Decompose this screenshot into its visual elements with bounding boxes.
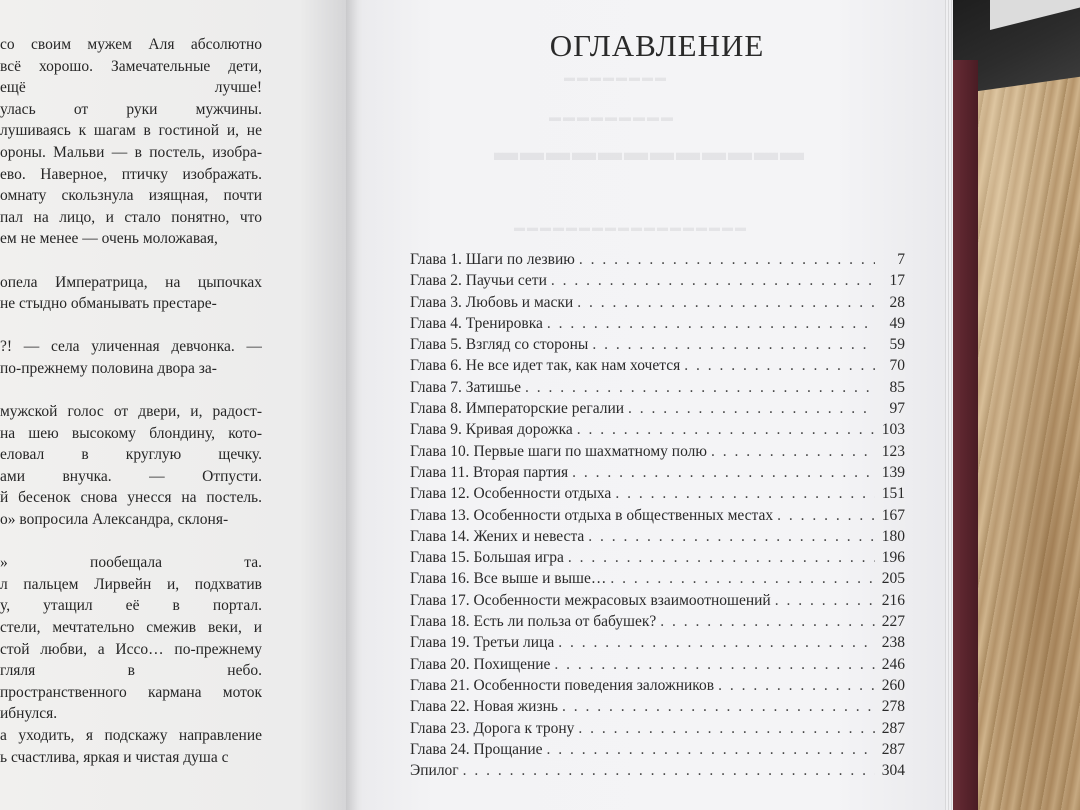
toc-entry-label: Глава 14. Жених и невеста [410,527,585,545]
toc-entry-page: 151 [881,485,905,503]
toc-entry-label: Глава 2. Паучьи сети [410,272,547,290]
text-line: ороны. Мальви — в постель, изобра- [0,143,262,161]
toc-leader-dots [562,698,875,716]
toc-entry [410,443,905,464]
toc-entry-label: Глава 18. Есть ли польза от бабушек? [410,613,657,631]
toc-leader-dots [718,677,875,695]
wooden-table [960,0,1080,810]
toc-entry-page: 59 [889,336,905,354]
text-line: всё хорошо. Замечательные дети, [0,57,262,75]
text-line: по-прежнему половина двора за- [0,359,217,377]
text-line: й бесенок снова унесся на постель. [0,489,262,507]
toc-leader-dots [588,528,875,546]
toc-leader-dots [775,592,875,610]
toc-entry-label: Глава 1. Шаги по лезвию [410,251,575,268]
show-through-text: ▬▬▬▬▬▬▬▬▬ [547,110,673,124]
text-line: лушиваясь к шагам в гостиной и, не [0,122,262,140]
toc-entry [410,464,905,485]
text-line: ь счастлива, яркая и чистая душа с [0,748,229,766]
toc-entry-label: Глава 10. Первые шаги по шахматному полю [410,442,707,460]
show-through-text: ▬▬▬▬▬▬▬▬▬▬▬▬ [492,140,804,166]
toc-entry-page: 103 [881,421,905,439]
toc-entry-page: 278 [881,698,905,716]
toc-entry-label: Глава 12. Особенности отдыха [410,485,612,503]
toc-entry-page: 70 [889,357,905,375]
toc-entry [410,357,905,378]
toc-entry-page: 7 [897,251,905,268]
text-line: ами внучка. — Отпусти. [0,467,262,485]
toc-entry [410,315,905,336]
toc-entry-label: Глава 24. Прощание [410,740,543,758]
toc-entry [410,549,905,570]
toc-leader-dots [577,294,875,312]
toc-entry [410,698,905,719]
toc-entry [410,507,905,528]
text-line: еловал в круглую щечку. [0,446,262,464]
toc-entry-page: 97 [889,400,905,418]
toc-leader-dots [660,613,875,631]
text-line: со своим мужем Аля абсолютно [0,36,262,53]
toc-entry-label: Глава 16. Все выше и выше… [410,570,607,588]
toc-entry-label: Эпилог [410,762,459,780]
toc-entry [410,741,905,762]
toc-entry [410,677,905,698]
toc-entry-page: 216 [881,591,905,609]
toc-entry-label: Глава 11. Вторая партия [410,463,569,481]
text-line: ево. Наверное, птичку изображать. [0,165,262,183]
toc-entry-label: Глава 22. Новая жизнь [410,698,558,716]
toc-leader-dots [577,421,875,439]
toc-entry [410,592,905,613]
toc-leader-dots [592,336,875,354]
toc-entry-page: 287 [881,719,905,737]
toc-entry-page: 260 [881,676,905,694]
toc-entry [410,272,905,293]
toc-entry [410,656,905,677]
text-line: ?! — села уличенная девчонка. — [0,338,262,356]
toc-entry-label: Глава 15. Большая игра [410,549,564,567]
toc-entry-label: Глава 7. Затишье [410,378,521,396]
toc-entry-label: Глава 3. Любовь и маски [410,293,574,311]
show-through-text: ▬▬▬▬▬▬▬▬ [562,72,666,84]
toc-leader-dots [547,315,875,333]
text-line: » пообещала та. [0,554,262,572]
table-of-contents [410,251,905,783]
toc-leader-dots [628,400,875,418]
toc-entry-label: Глава 23. Дорога к трону [410,719,575,737]
toc-leader-dots [463,762,875,780]
toc-entry [410,485,905,506]
text-line: пал на лицо, и стало понятно, что [0,208,262,226]
text-line: ем не менее — очень моложавая, [0,230,218,248]
text-line: гляля в небо. [0,662,262,680]
text-line: не стыдно обманывать престаре- [0,295,217,313]
text-line [0,531,262,553]
text-line: на шею высокому блондину, кото- [0,424,262,442]
text-line: опела Императрица, на цыпочках [0,273,262,291]
text-line: ещё лучше! [0,79,262,97]
toc-entry [410,720,905,741]
text-line [0,315,262,337]
toc-entry-page: 28 [889,293,905,311]
toc-leader-dots [554,656,875,674]
page-edges [945,0,953,810]
text-line: стели, мечтательно смежив веки, и [0,619,262,637]
toc-leader-dots [711,443,875,461]
toc-entry [410,528,905,549]
toc-entry [410,294,905,315]
toc-entry-page: 123 [881,442,905,460]
show-through-text: ▬▬▬▬▬▬▬▬▬▬▬▬▬▬▬▬▬▬ [512,222,746,234]
toc-entry-label: Глава 21. Особенности поведения заложников [410,676,715,694]
toc-entry-page: 85 [889,378,905,396]
toc-entry-page: 246 [881,655,905,673]
left-page-text [0,34,262,768]
toc-entry-label: Глава 4. Тренировка [410,314,543,332]
text-line: а уходить, я подскажу направление [0,727,262,744]
toc-entry-page: 205 [881,570,905,588]
toc-leader-dots [558,634,875,652]
toc-leader-dots [610,570,875,588]
toc-entry-label: Глава 6. Не все идет так, как нам хочется [410,357,681,375]
toc-entry-page: 304 [881,762,905,780]
text-line: ибнулся. [0,705,58,723]
text-line: о» вопросила Александра, склоня- [0,511,229,529]
toc-entry [410,762,905,783]
toc-entry [410,634,905,655]
toc-entry-page: 287 [881,740,905,758]
toc-entry-label: Глава 5. Взгляд со стороны [410,336,589,354]
toc-entry [410,613,905,634]
toc-leader-dots [579,251,875,269]
toc-leader-dots [547,741,875,759]
text-line: омнату скользнула изящная, почти [0,187,262,205]
toc-leader-dots [568,549,875,567]
toc-entry-page: 180 [881,527,905,545]
toc-leader-dots [777,507,875,525]
toc-entry-label: Глава 13. Особенности отдыха в общественных местах [410,506,774,524]
text-line: мужской голос от двери, и, радост- [0,403,262,421]
toc-entry-page: 238 [881,634,905,652]
text-line: стой любви, а Иссо… по-прежнему [0,640,262,658]
toc-entry [410,400,905,421]
toc-entry-page: 49 [889,314,905,332]
toc-leader-dots [578,720,875,738]
text-line [0,380,262,402]
text-line: улась от руки мужчины. [0,100,262,118]
toc-entry [410,421,905,442]
left-page [0,0,352,810]
toc-leader-dots [572,464,875,482]
toc-entry-label: Глава 9. Кривая дорожка [410,421,573,439]
toc-entry-page: 17 [889,272,905,290]
toc-entry [410,379,905,400]
toc-entry-label: Глава 8. Императорские регалии [410,400,625,418]
text-line: л пальцем Лирвейн и, подхватив [0,575,262,593]
toc-entry [410,570,905,591]
text-line [0,250,262,272]
toc-entry-label: Глава 19. Третьи лица [410,634,555,652]
toc-entry-label: Глава 17. Особенности межрасовых взаимоотношений [410,591,771,609]
page-title: ОГЛАВЛЕНИЕ [549,28,765,63]
toc-leader-dots [615,485,875,503]
toc-entry-page: 167 [881,506,905,524]
text-line: у, утащил её в портал. [0,597,262,615]
toc-leader-dots [684,357,875,375]
toc-entry-page: 196 [881,549,905,567]
toc-entry-page: 227 [881,613,905,631]
text-line: пространственного кармана моток [0,683,262,701]
toc-entry-page: 139 [881,463,905,481]
toc-entry [410,251,905,272]
toc-entry [410,336,905,357]
toc-leader-dots [525,379,875,397]
toc-entry-label: Глава 20. Похищение [410,655,551,673]
toc-leader-dots [551,272,875,290]
